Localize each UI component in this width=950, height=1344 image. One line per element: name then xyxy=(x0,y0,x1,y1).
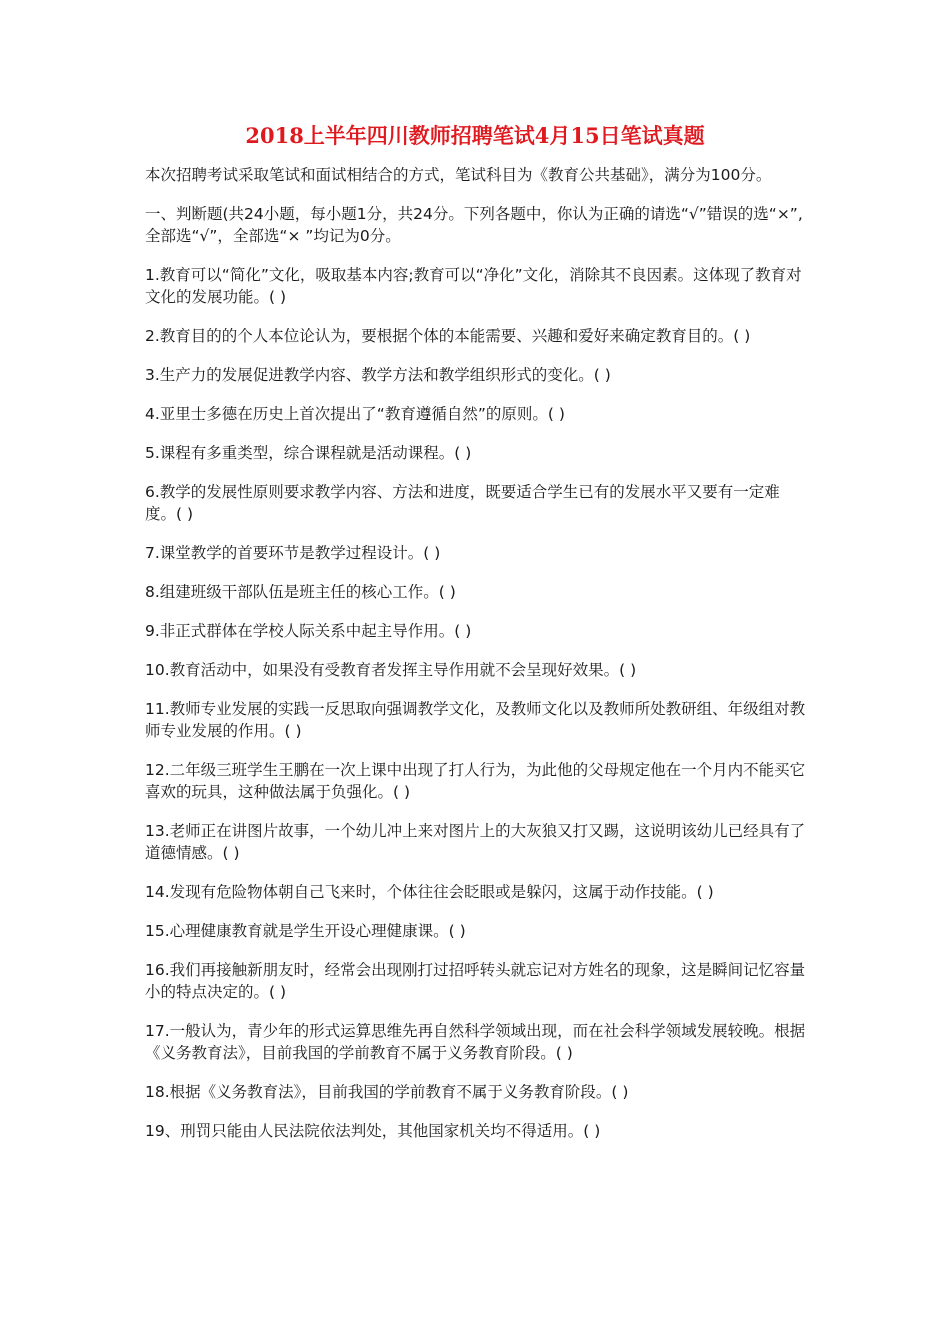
document-title: 2018上半年四川教师招聘笔试4月15日笔试真题 xyxy=(245,123,705,148)
question-item: 17.一般认为，青少年的形式运算思维先再自然科学领域出现，而在社会科学领域发展较晚。根据《义务教育法》，目前我国的学前教育不属于义务教育阶段。( ) xyxy=(145,1022,806,1062)
question-item: 7.课堂教学的首要环节是教学过程设计。( ) xyxy=(145,544,441,562)
question-item: 8.组建班级干部队伍是班主任的核心工作。( ) xyxy=(145,583,456,601)
question-item: 6.教学的发展性原则要求教学内容、方法和进度，既要适合学生已有的发展水平又要有一定难度。( ) xyxy=(145,483,780,523)
question-item: 12.二年级三班学生王鹏在一次上课中出现了打人行为，为此他的父母规定他在一个月内不能买它喜欢的玩具，这种做法属于负强化。( ) xyxy=(145,761,806,801)
question-item: 3.生产力的发展促进教学内容、教学方法和教学组织形式的变化。( ) xyxy=(145,366,611,384)
question-item: 18.根据《义务教育法》，目前我国的学前教育不属于义务教育阶段。( ) xyxy=(145,1083,629,1101)
section-heading: 一、判断题(共24小题，每小题1分，共24分。下列各题中，你认为正确的请选“√”错误的选“×”,全部选“√”，全部选“× ”均记为0分。 xyxy=(145,205,803,245)
question-item: 1.教育可以“简化”文化，吸取基本内容;教育可以“净化”文化，消除其不良因素。这体现了教育对文化的发展功能。( ) xyxy=(145,266,802,306)
question-item: 10.教育活动中，如果没有受教育者发挥主导作用就不会呈现好效果。( ) xyxy=(145,661,637,679)
question-item: 14.发现有危险物体朝自己飞来时，个体往往会眨眼或是躲闪，这属于动作技能。( ) xyxy=(145,883,714,901)
question-item: 19、刑罚只能由人民法院依法判处，其他国家机关均不得适用。( ) xyxy=(145,1122,601,1140)
intro-paragraph: 本次招聘考试采取笔试和面试相结合的方式，笔试科目为《教育公共基础》，满分为100分。 xyxy=(145,166,772,184)
question-item: 5.课程有多重类型，综合课程就是活动课程。( ) xyxy=(145,444,472,462)
question-item: 9.非正式群体在学校人际关系中起主导作用。( ) xyxy=(145,622,472,640)
question-item: 16.我们再接触新朋友时，经常会出现刚打过招呼转头就忘记对方姓名的现象，这是瞬间记忆容量小的特点决定的。( ) xyxy=(145,961,806,1001)
document-body xyxy=(145,164,810,1159)
question-item: 11.教师专业发展的实践一反思取向强调教学文化，及教师文化以及教师所处教研组、年级组对教师专业发展的作用。( ) xyxy=(145,700,806,740)
question-item: 13.老师正在讲图片故事，一个幼儿冲上来对图片上的大灰狼又打又踢，这说明该幼儿已经具有了道德情感。( ) xyxy=(145,822,806,862)
question-item: 4.亚里士多德在历史上首次提出了“教育遵循自然”的原则。( ) xyxy=(145,405,565,423)
question-item: 15.心理健康教育就是学生开设心理健康课。( ) xyxy=(145,922,466,940)
question-item: 2.教育目的的个人本位论认为，要根据个体的本能需要、兴趣和爱好来确定教育目的。( ) xyxy=(145,327,751,345)
